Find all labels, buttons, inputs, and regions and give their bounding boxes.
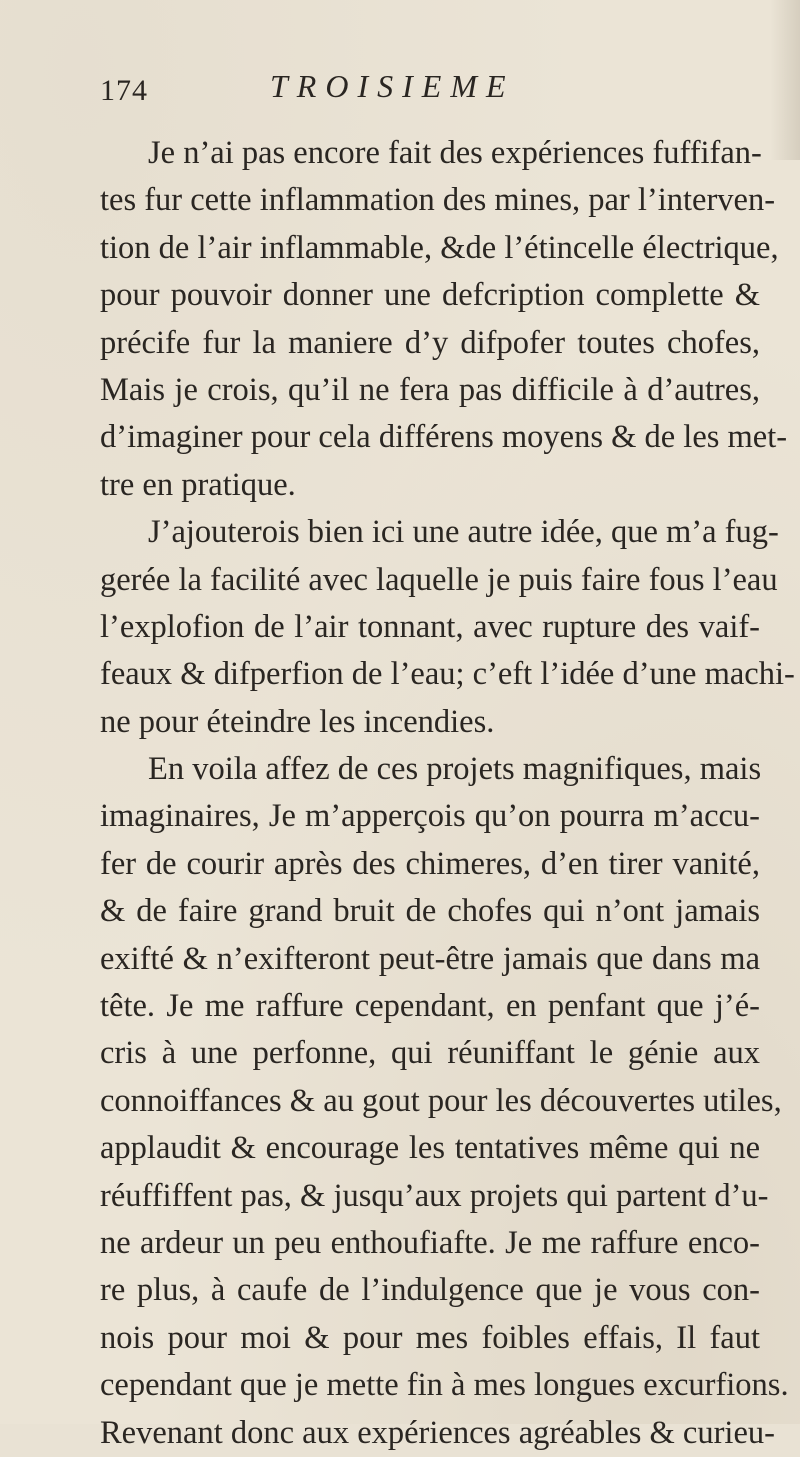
text-line: feaux & difperfion de l’eau; c’eft l’idée d’une machi-	[100, 656, 795, 693]
text-line: d’imaginer pour cela différens moyens & de les met-	[100, 419, 788, 456]
text-line: ne pour éteindre les incendies.	[100, 703, 495, 740]
text-line: fer de courir après des chimeres, d’en tirer vanité,	[100, 845, 760, 882]
body-text	[100, 130, 795, 1457]
text-line: ne ardeur un peu enthoufiafte. Je me raffure enco-	[100, 1224, 760, 1261]
text-line: & de faire grand bruit de chofes qui n’ont jamais	[100, 893, 760, 930]
text-line: l’explofion de l’air tonnant, avec rupture des vaif-	[100, 608, 760, 645]
text-line: applaudit & encourage les tentatives même qui ne	[100, 1130, 760, 1167]
text-line: En voila affez de ces projets magnifiques, mais	[148, 751, 762, 788]
text-line: Je n’ai pas encore fait des expériences fuffifan-	[148, 135, 762, 171]
text-line: réuffiffent pas, & jusqu’aux projets qui partent d’u-	[100, 1177, 769, 1214]
text-line: re plus, à caufe de l’indulgence que je vous con-	[100, 1272, 760, 1309]
text-line: tes fur cette inflammation des mines, par l’interven-	[100, 182, 776, 219]
text-line: cris à une perfonne, qui réuniffant le génie aux	[100, 1035, 760, 1072]
page-number: 174	[100, 74, 148, 107]
text-line: Mais je crois, qu’il ne fera pas difficile à d’autres,	[100, 371, 760, 408]
text-line: tre en pratique.	[100, 466, 296, 503]
text-line: Revenant donc aux expériences agréables & curieu-	[100, 1414, 775, 1451]
text-line: J’ajouterois bien ici une autre idée, que m’a fug-	[148, 514, 779, 551]
text-line: pour pouvoir donner une defcription complette &	[100, 277, 760, 314]
text-line: gerée la facilité avec laquelle je puis faire fous l’eau	[100, 561, 778, 598]
text-line: tion de l’air inflammable, &de l’étincelle électrique,	[100, 229, 779, 266]
text-line: nois pour moi & pour mes foibles effais, Il faut	[100, 1319, 760, 1356]
text-line: tête. Je me raffure cependant, en penfant que j’é-	[100, 988, 760, 1025]
text-line: imaginaires, Je m’apperçois qu’on pourra m’accu-	[100, 798, 760, 835]
running-title: TROISIEME	[270, 68, 515, 104]
text-line: exifté & n’exifteront peut-être jamais que dans ma	[100, 940, 760, 977]
text-line: connoiffances & au gout pour les découvertes utiles,	[100, 1082, 782, 1119]
page-edge-shadow	[770, 0, 800, 160]
text-line: précife fur la maniere d’y difpofer toutes chofes,	[100, 324, 760, 361]
page-header	[100, 60, 740, 110]
text-line: cependant que je mette fin à mes longues excurfions.	[100, 1367, 789, 1404]
